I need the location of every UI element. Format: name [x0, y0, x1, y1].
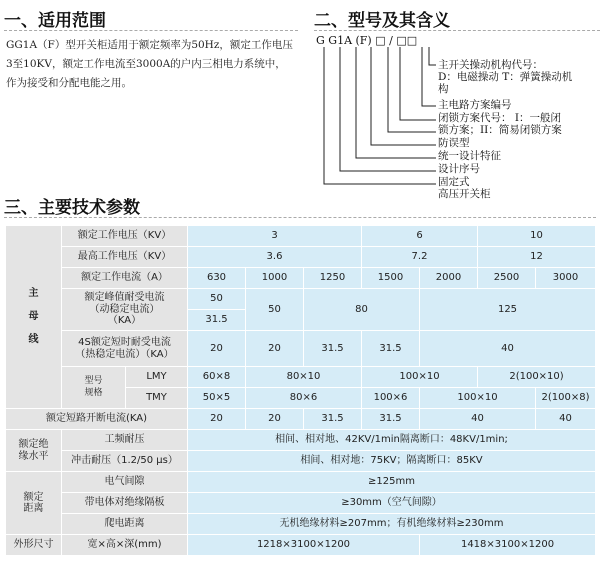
model-label-6: 锁方案；II：简易闭锁方案 — [438, 124, 562, 136]
cell: 31.5 — [362, 409, 420, 430]
technical-parameters-table — [5, 225, 596, 556]
model-label-5: 闭锁方案代号： I：一般闭 — [438, 112, 561, 124]
cell: 80×10 — [246, 367, 362, 388]
table-row — [6, 514, 596, 535]
row-label-short-time-current: 4S额定短时耐受电流 （热稳定电流）（KA） — [62, 331, 188, 367]
cell: 1218×3100×1200 — [188, 535, 420, 556]
cell: 2(100×10) — [478, 367, 596, 388]
cell: 31.5 — [304, 409, 362, 430]
cell: 1250 — [304, 268, 362, 289]
cell: 40 — [420, 409, 536, 430]
cell: 无机绝缘材料≥207mm；有机绝缘材料≥230mm — [188, 514, 596, 535]
cell: 10 — [478, 226, 596, 247]
cell: 100×6 — [362, 388, 420, 409]
section1-body: GG1A（F）型开关柜适用于额定频率为50Hz，额定工作电压3至10KV，额定工作电流至3000A的户内三相电力系统中，作为接受和分配电能之用。 — [6, 39, 293, 89]
table-row — [6, 268, 596, 289]
cell: 2500 — [478, 268, 536, 289]
row-label-max-voltage: 最高工作电压（KV） — [62, 247, 188, 268]
row-label-breaking-current: 额定短路开断电流(KA) — [6, 409, 188, 430]
cell: 60×8 — [188, 367, 246, 388]
row-label-charged-to-barrier: 带电体对绝缘隔板 — [62, 493, 188, 514]
cell: 20 — [246, 331, 304, 367]
model-label-3: 构 — [438, 83, 449, 95]
cell: 12 — [478, 247, 596, 268]
cell: 1418×3100×1200 — [420, 535, 596, 556]
table-row — [6, 247, 596, 268]
cell: 125 — [420, 289, 596, 331]
model-designation-diagram — [316, 34, 600, 200]
cell: 100×10 — [420, 388, 536, 409]
cell: 50×5 — [188, 388, 246, 409]
table-row — [6, 535, 596, 556]
table-row — [6, 493, 596, 514]
group-dimensions: 外形尺寸 — [6, 535, 62, 556]
cell: 3.6 — [188, 247, 362, 268]
cell: 7.2 — [362, 247, 478, 268]
cell: 相间、相对地、42KV/1min隔离断口：48KV/1min; — [188, 430, 596, 451]
table-row — [6, 451, 596, 472]
cell: 相间、相对地：75KV；隔离断口：85KV — [188, 451, 596, 472]
table-row — [6, 367, 596, 388]
model-label-11: 高压开关柜 — [438, 188, 491, 200]
cell: 1500 — [362, 268, 420, 289]
model-label-10: 固定式 — [438, 176, 470, 188]
row-label-impulse: 冲击耐压（1.2/50 μs） — [62, 451, 188, 472]
cell: 3 — [188, 226, 362, 247]
cell: 6 — [362, 226, 478, 247]
cell: 2(100×8) — [536, 388, 596, 409]
row-label-rated-current: 额定工作电流（A） — [62, 268, 188, 289]
cell: ≥125mm — [188, 472, 596, 493]
section3-title: 三、主要技术参数 — [4, 198, 140, 218]
row-label-power-freq: 工频耐压 — [62, 430, 188, 451]
model-label-7: 防误型 — [438, 137, 470, 149]
cell: 630 — [188, 268, 246, 289]
table-row — [6, 289, 596, 310]
table-row — [6, 472, 596, 493]
row-label-peak-current: 额定峰值耐受电流 （动稳定电流） （KA） — [62, 289, 188, 331]
group-main-bus: 主 母 线 — [6, 226, 62, 409]
row-label-dimensions: 宽×高×深(mm) — [62, 535, 188, 556]
cell: 1000 — [246, 268, 304, 289]
section1-rule — [4, 30, 298, 31]
group-insulation: 额定绝 缘水平 — [6, 430, 62, 472]
model-label-2: D：电磁操动 T：弹簧操动机 — [438, 71, 573, 83]
cell: 100×10 — [362, 367, 478, 388]
cell: 40 — [420, 331, 596, 367]
model-label-1: 主开关操动机构代号： — [438, 59, 543, 71]
cell: 50 — [246, 289, 304, 331]
cell: 3000 — [536, 268, 596, 289]
cell: 80×6 — [246, 388, 362, 409]
model-label-9: 设计序号 — [438, 163, 480, 175]
row-label-clearance: 电气间隙 — [62, 472, 188, 493]
section2-title: 二、型号及其含义 — [314, 11, 450, 31]
cell: ≥30mm（空气间隙） — [188, 493, 596, 514]
cell: 2000 — [420, 268, 478, 289]
row-label-lmy: LMY — [126, 367, 188, 388]
cell: 31.5 — [304, 331, 362, 367]
cell: 50 — [188, 289, 246, 310]
table-row — [6, 331, 596, 367]
section3-rule — [4, 217, 596, 218]
cell: 31.5 — [362, 331, 420, 367]
model-label-8: 统一设计特征 — [438, 150, 501, 162]
section1-title: 一、适用范围 — [4, 11, 106, 31]
table-row — [6, 409, 596, 430]
cell: 20 — [188, 409, 246, 430]
cell: 20 — [188, 331, 246, 367]
row-label-spec: 型号 规格 — [62, 367, 126, 409]
table-row — [6, 430, 596, 451]
cell: 31.5 — [188, 310, 246, 331]
row-label-tmy: TMY — [126, 388, 188, 409]
section2-rule — [314, 30, 600, 31]
table-row — [6, 226, 596, 247]
cell: 20 — [246, 409, 304, 430]
model-label-4: 主电路方案编号 — [438, 99, 512, 111]
cell: 40 — [536, 409, 596, 430]
cell: 80 — [304, 289, 420, 331]
model-code: G G1A (F) □ / □□ — [316, 34, 418, 47]
group-distance: 额定 距离 — [6, 472, 62, 535]
row-label-rated-voltage: 额定工作电压（KV） — [62, 226, 188, 247]
row-label-creepage: 爬电距离 — [62, 514, 188, 535]
